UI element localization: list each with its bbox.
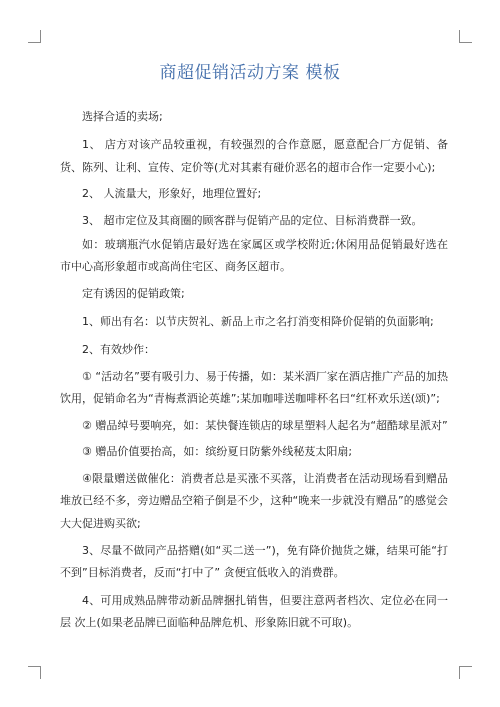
paragraph-6: 定有诱因的促销政策; xyxy=(82,286,185,300)
paragraph-14: 4、可用成熟品牌带动新品牌捆扎销售，但要注意两者档次、定位必在同一层 次上(如果老品牌已面临种品牌危机、形象陈旧就不可取)。 xyxy=(60,593,448,630)
paragraph-11: ③ 赠品价值要抬高，如：缤纷夏日防紫外线秘芨太阳扇; xyxy=(82,445,353,459)
document-body xyxy=(60,106,448,635)
paragraph-5: 如：玻璃瓶汽水促销店最好选在家属区或学校附近;休闲用品促销最好选在市中心高形象超市或高尚住宅区、商务区超市。 xyxy=(60,238,448,274)
paragraph-8: 2、有效炒作： xyxy=(82,342,155,356)
paragraph-13: 3、尽量不做同产品搭赠(如“买二送一”)，免有降价抛货之嫌，结果可能“打不到”目标消费者，反而“打中了” 贪便宜低收入的消费群。 xyxy=(60,543,448,580)
paragraph-3: 2、 人流量大，形象好，地理位置好; xyxy=(82,187,262,201)
paragraph-4: 3、 超市定位及其商圈的顾客群与促销产品的定位、目标消费群一致。 xyxy=(82,213,423,227)
crop-mark-bottom-right xyxy=(459,666,472,679)
paragraph-1: 选择合适的卖场; xyxy=(82,110,163,123)
crop-mark-top-right xyxy=(459,30,472,43)
paragraph-7: 1、师出有名：以节庆贺礼、新品上市之名打消变相降价促销的负面影响; xyxy=(82,315,434,329)
crop-mark-top-left xyxy=(28,30,41,43)
paragraph-10: ② 赠品绰号要响亮，如：某快餐连锁店的球星塑料人起名为“超酷球星派对” xyxy=(82,418,448,432)
paragraph-2: 1、 店方对该产品较重视，有较强烈的合作意愿，愿意配合厂方促销、备货、陈列、让利、宣传、定价等(尤对其素有碰价恶名的超市合作一定要小心); xyxy=(60,138,448,174)
paragraph-12: ④限量赠送做催化：消费者总是买涨不买落，让消费者在活动现场看到赠品堆放已经不多，旁边赠品空箱子倒是不少，这种“晚来一步就没有赠品”的感觉会大大促进购买欲; xyxy=(60,471,448,530)
crop-mark-bottom-left xyxy=(28,666,41,679)
document-title: 商超促销活动方案 模板 xyxy=(159,63,341,83)
paragraph-9: ① “活动名”要有吸引力、易于传播，如：某米酒厂家在酒店推广产品的加热饮用，促销命名为“青梅煮酒论英雄”;某加咖啡送咖啡杯名曰“红杯欢乐送(颂)”; xyxy=(60,370,448,406)
